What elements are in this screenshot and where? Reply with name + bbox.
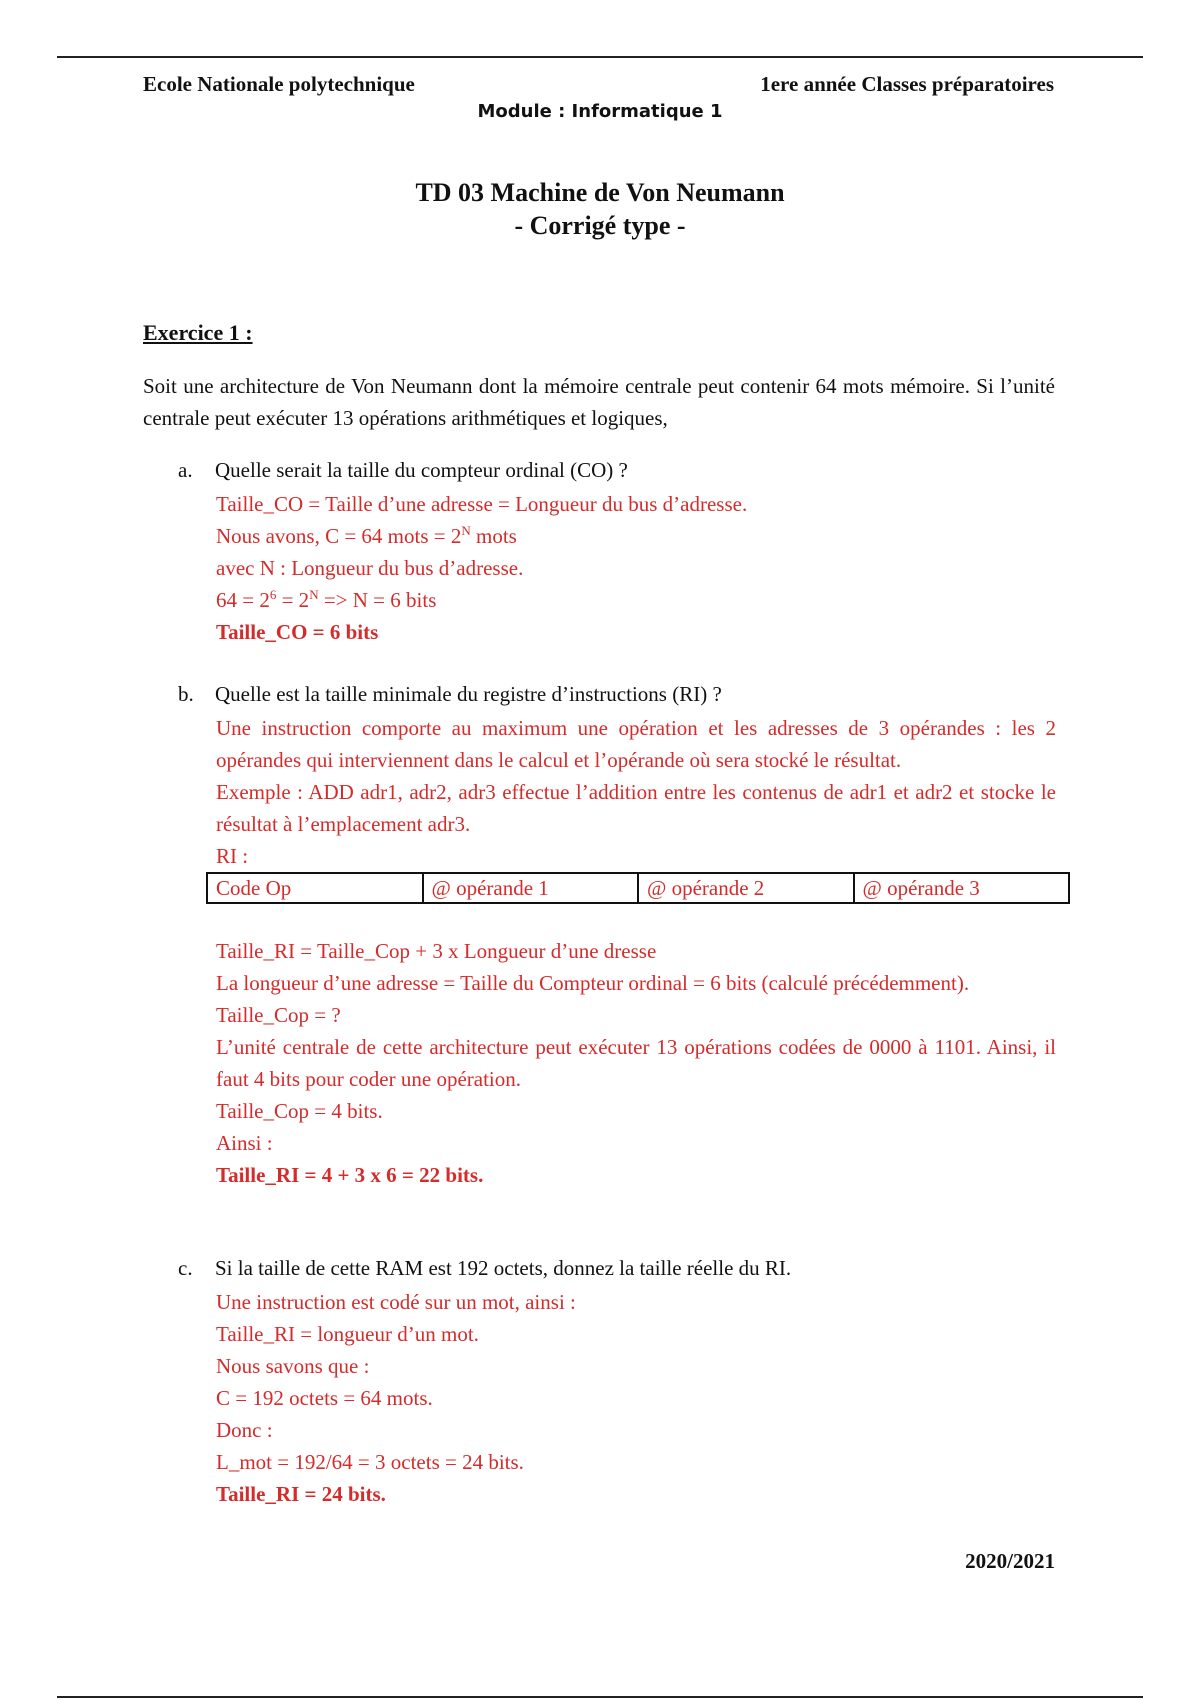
answer-result: Taille_RI = 4 + 3 x 6 = 22 bits. bbox=[216, 1163, 484, 1187]
ri-label: RI : bbox=[216, 844, 249, 868]
answer-line: L_mot = 192/64 = 3 octets = 24 bits. bbox=[216, 1450, 524, 1474]
question-marker: c. bbox=[178, 1256, 193, 1280]
answer-line: Taille_RI = longueur d’un mot. bbox=[216, 1322, 479, 1346]
table-cell-operand-3: @ opérande 3 bbox=[854, 873, 1070, 903]
top-rule bbox=[57, 56, 1143, 58]
answer-line: avec N : Longueur du bus d’adresse. bbox=[216, 556, 524, 580]
question-text: Quelle serait la taille du compteur ordinal (CO) ? bbox=[215, 458, 628, 482]
exercise-intro: Soit une architecture de Von Neumann dont la mémoire centrale peut contenir 64 mots mémoire. Si l’unité centrale peut exécuter 13 opérations arithmétiques et logiques, bbox=[143, 374, 1055, 430]
table-cell-code-op: Code Op bbox=[207, 873, 423, 903]
bottom-rule bbox=[57, 1696, 1143, 1698]
answer-result: Taille_CO = 6 bits bbox=[216, 620, 379, 644]
answer-c bbox=[216, 1286, 1056, 1510]
school-name: Ecole Nationale polytechnique bbox=[143, 72, 415, 96]
answer-line: Nous savons que : bbox=[216, 1354, 370, 1378]
exponent: N bbox=[461, 523, 471, 538]
answer-paragraph: Une instruction comporte au maximum une opération et les adresses de 3 opérandes : les 2 opérandes qui interviennent dans le calcul et l’opérande où sera stocké le résultat. bbox=[216, 716, 1056, 772]
answer-line: Taille_CO = Taille d’une adresse = Longueur du bus d’adresse. bbox=[216, 492, 748, 516]
module-name: Module : Informatique 1 bbox=[477, 101, 723, 122]
exponent: N bbox=[309, 587, 319, 602]
answer-line: Taille_Cop = ? bbox=[216, 1003, 341, 1027]
answer-text: mots bbox=[470, 524, 517, 548]
question-marker: b. bbox=[178, 682, 194, 706]
answer-line: Taille_Cop = 4 bits. bbox=[216, 1099, 383, 1123]
answer-line bbox=[216, 520, 1056, 552]
answer-text: = 2 bbox=[276, 588, 310, 612]
answer-line: C = 192 octets = 64 mots. bbox=[216, 1386, 433, 1410]
answer-b-part1 bbox=[216, 712, 1056, 872]
answer-text: 64 = 2 bbox=[216, 588, 270, 612]
answer-line: Une instruction est codé sur un mot, ainsi : bbox=[216, 1290, 576, 1314]
answer-paragraph: L’unité centrale de cette architecture peut exécuter 13 opérations codées de 0000 à 1101. Ainsi, il faut 4 bits pour coder une opération. bbox=[216, 1035, 1056, 1091]
document-subtitle: - Corrigé type - bbox=[514, 211, 686, 240]
answer-b-part2 bbox=[216, 935, 1056, 1191]
answer-line: Ainsi : bbox=[216, 1131, 273, 1155]
table-row bbox=[207, 873, 1069, 903]
answer-text: Nous avons, C = 64 mots = 2 bbox=[216, 524, 462, 548]
question-text: Si la taille de cette RAM est 192 octets, donnez la taille réelle du RI. bbox=[215, 1256, 792, 1280]
answer-a bbox=[216, 488, 1056, 648]
answer-paragraph: La longueur d’une adresse = Taille du Compteur ordinal = 6 bits (calculé précédemment). bbox=[216, 971, 970, 995]
academic-year: 2020/2021 bbox=[965, 1549, 1055, 1573]
answer-line: Donc : bbox=[216, 1418, 273, 1442]
answer-paragraph: Exemple : ADD adr1, adr2, adr3 effectue l’addition entre les contenus de adr1 et adr2 et stocke le résultat à l’emplacement adr3. bbox=[216, 780, 1056, 836]
table-cell-operand-2: @ opérande 2 bbox=[638, 873, 854, 903]
question-marker: a. bbox=[178, 458, 193, 482]
ri-format-table bbox=[206, 872, 1070, 904]
answer-line bbox=[216, 584, 1056, 616]
table-cell-operand-1: @ opérande 1 bbox=[423, 873, 639, 903]
exercise-title: Exercice 1 : bbox=[143, 320, 253, 345]
answer-line: Taille_RI = Taille_Cop + 3 x Longueur d’une dresse bbox=[216, 939, 657, 963]
class-level: 1ere année Classes préparatoires bbox=[760, 72, 1054, 96]
answer-text: => N = 6 bits bbox=[318, 588, 437, 612]
answer-result: Taille_RI = 24 bits. bbox=[216, 1482, 386, 1506]
exponent: 6 bbox=[269, 587, 277, 602]
document-title: TD 03 Machine de Von Neumann bbox=[415, 178, 785, 207]
question-text: Quelle est la taille minimale du registre d’instructions (RI) ? bbox=[215, 682, 722, 706]
